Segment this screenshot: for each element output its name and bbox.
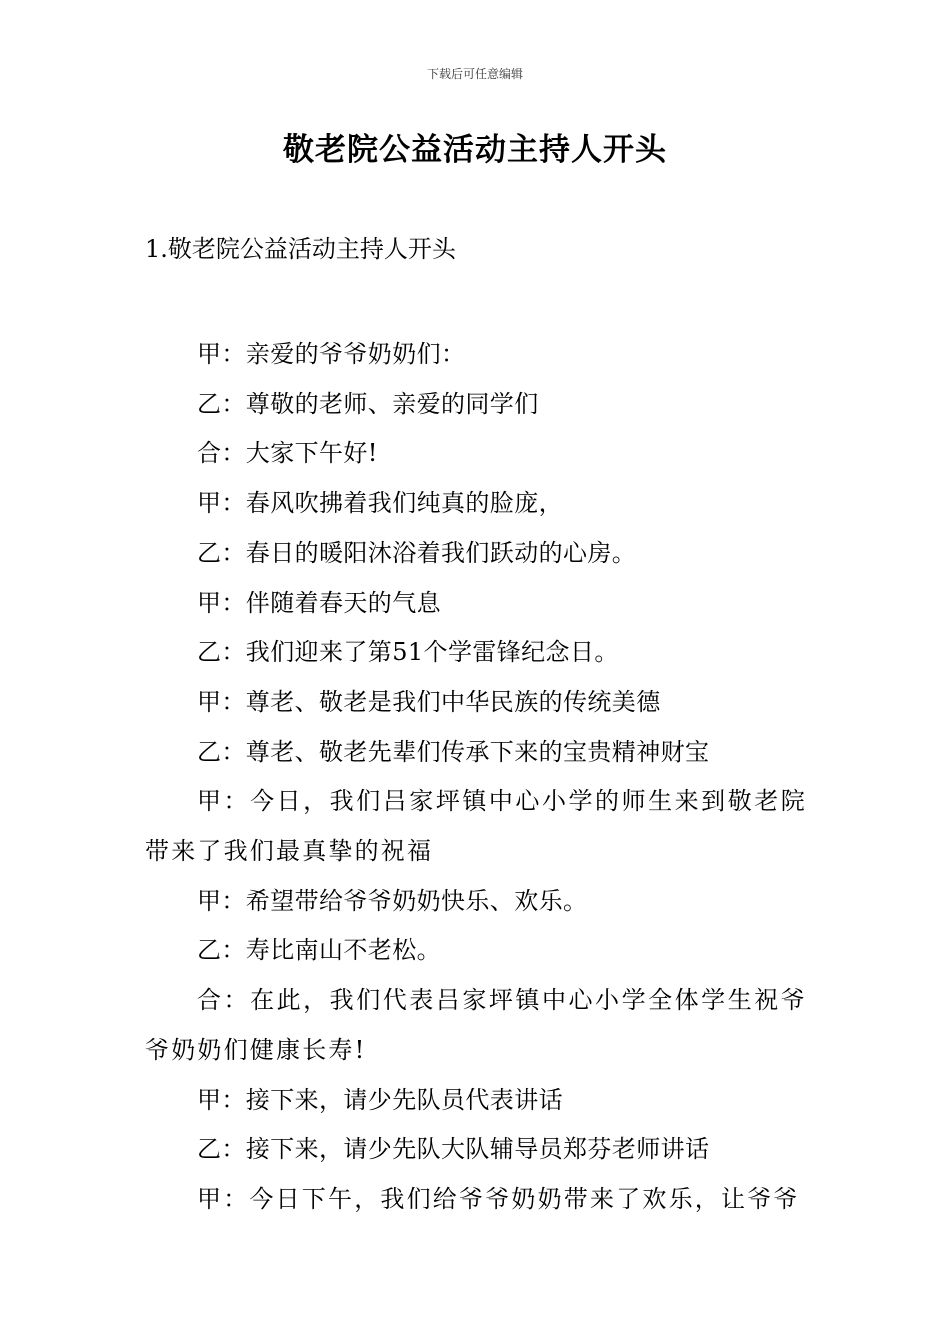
- paragraph: 乙：我们迎来了第51个学雷锋纪念日。: [197, 638, 619, 667]
- paragraph: 甲：春风吹拂着我们纯真的脸庞，: [197, 489, 563, 518]
- paragraph: 乙：春日的暖阳沐浴着我们跃动的心房。: [197, 538, 637, 567]
- paragraph: 甲：伴随着春天的气息: [197, 588, 441, 617]
- paragraph: 乙：尊老、敬老先辈们传承下来的宝贵精神财宝: [197, 737, 710, 766]
- paragraph: 甲：今日，我们吕家坪镇中心小学的师生来到敬老院带来了我们最真挚的祝福: [145, 787, 807, 866]
- paragraph: 合：在此，我们代表吕家坪镇中心小学全体学生祝爷爷奶奶们健康长寿!: [145, 986, 807, 1064]
- paragraph: 乙：寿比南山不老松。: [197, 936, 441, 965]
- section-heading: 1.敬老院公益活动主持人开头: [145, 235, 456, 263]
- paragraph: 乙：接下来，请少先队大队辅导员郑芬老师讲话: [197, 1135, 710, 1164]
- header-note: 下载后可任意编辑: [426, 67, 523, 81]
- paragraph: 甲：尊老、敬老是我们中华民族的传统美德: [197, 687, 661, 716]
- paragraph: 合：大家下午好!: [197, 439, 378, 468]
- paragraph: 甲：接下来，请少先队员代表讲话: [197, 1085, 563, 1114]
- document-body: [145, 330, 807, 1225]
- paragraph: 甲：希望带给爷爷奶奶快乐、欢乐。: [197, 886, 588, 915]
- paragraph: 甲：亲爱的爷爷奶奶们：: [197, 340, 466, 368]
- paragraph: 甲：今日下午，我们给爷爷奶奶带来了欢乐，让爷爷: [197, 1184, 800, 1213]
- paragraph: 乙：尊敬的老师、亲爱的同学们: [197, 389, 539, 418]
- document-title: 敬老院公益活动主持人开头: [283, 132, 667, 168]
